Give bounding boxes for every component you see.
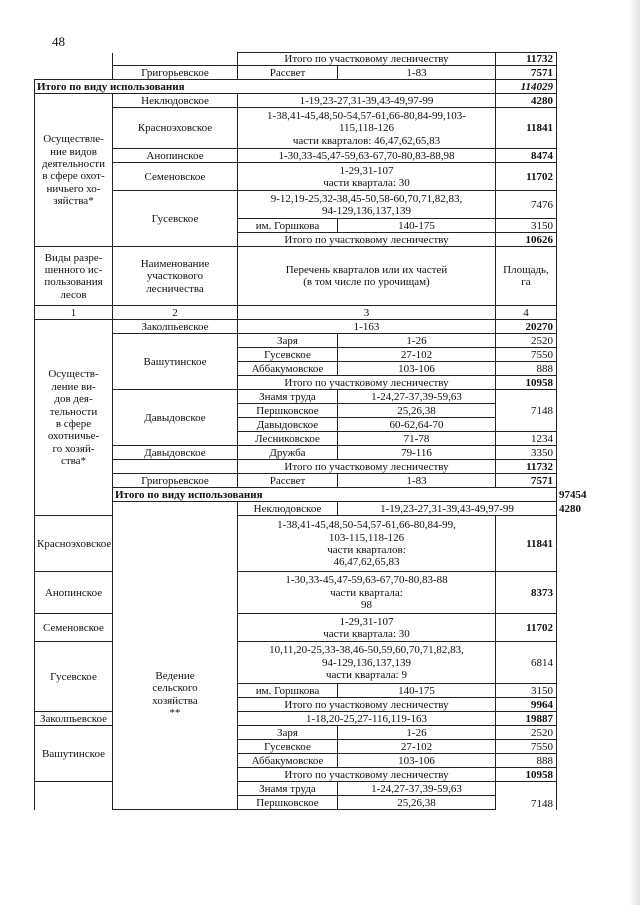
area-value: 7550 — [496, 740, 557, 754]
area-value: 10626 — [496, 233, 557, 247]
quarters: 1-24,27-37,39-59,63 — [338, 390, 496, 404]
area-value: 2520 — [496, 726, 557, 740]
tract-name: Рассвет — [238, 474, 338, 488]
tract-name: Заря — [238, 726, 338, 740]
quarters: 98 — [361, 599, 372, 612]
quarters: 27-102 — [338, 348, 496, 362]
area-value: 1234 — [496, 432, 557, 446]
area-value: 10958 — [496, 376, 557, 390]
quarters: 9-12,19-25,32-38,45-50,58-60,70,71,82,83, 94-129,136,137,139 — [238, 191, 496, 219]
district-name: Гусевское — [35, 642, 113, 712]
tract-name: Заря — [238, 334, 338, 348]
quarters: 27-102 — [338, 740, 496, 754]
header-district: Наименование участкового лесничества — [113, 247, 238, 306]
quarters: 10,11,20-25,33-38,46-50,59,60,70,71,82,83, 94-129,136,137,139 — [269, 644, 464, 669]
quarters: 1-38,41-45,48,50-54,57-61,66-80,84-99, 103-115,118-126 — [277, 519, 456, 544]
quarters: 1-26 — [338, 726, 496, 740]
quarters: 79-116 — [338, 446, 496, 460]
area-value: 8373 — [496, 572, 557, 614]
itogo-uch-label: Итого по участковому лесничеству — [238, 768, 496, 782]
page-edge-shadow — [628, 0, 640, 905]
tract-name: им. Горшкова — [238, 684, 338, 698]
tract-name: Знамя труда — [238, 782, 338, 796]
quarters: 46,47,62,65,83 — [333, 556, 400, 569]
forest-use-table: Итого по участковому лесничеству 11732 Григорьевское Рассвет 1-83 7571 Итого по виду использования 114029 Осуществле- ние видов деятельности в сфере охот- ничьего хо- зяйства* Неклюдовское 1-19,23-27,31-39,43-49,97-99 4280 Красноэховское 1-38,41-45,48,50-54,57-61,66-80,84-99,103- 115,118-126 части кварталов: 46,47,62,65,83 11841 Анопинское 1-30,33-45,47-59,63-67,70-80,83-88,98 8474 Семеновское 1-29,31-107 части квартала: 30 11702 Гусевское 9-12,19-25,32-38,45-50,58-60,70,71,82,83, 94-129,136,137,139 7476 им. Горшкова 140-175 3150 Итого по участковому лесничеству 10626 Виды разре- шенного ис- пользования лесов Наименование участкового лесничества Перечень кварталов или их частей (в том числе по урочищам) Площадь, га 1 2 3 4 Осуществ- ление ви- дов дея- тельности в сфере охотничье- го хозяй- ства* Заколпьевское 1-163 20270 Вашутинское Заря 1-26 2520 Гусевское 27-102 7550 Аббакумовское 103-106 888 Итого по участковому лесничеству 10958 Давыдовское Знамя труда 1-24,27-37,39-59,63 7148 Першковское 25,26,38 Давыдовское 60-62,64-70 Лесниковское 71-78 1234 Давыдовское Дружба 79-116 3350 Итого по участковому лесничеству 11732 Григорьевское Рассвет 1-83 7571 Итого по виду использования 97454 Ведение сельского хозяйства ** Неклюдовское 1-19,23-27,31-39,43-49,97-99 4280 Красноэховское 1-38,41-45,48,50-54,57-61,66-80,84-99, 103-115,118-126 части кварталов: 46,47,62,65,83 11841 Анопинское 1-30,33-45,47-59,63-67,70-80,83-88 части квартала: 98 8373 Семеновское 1-29,31-107 части квартала: 30 11702 Гусевское 10,11,20-25,33-38,46-50,59,60,70,71,82,83, 94-129,136,137,139 части квартала: 9 6814 им. Горшкова 140-175 3150 Итого по участковому лесничеству 9964 Заколпьевское 1-18,20-25,27-116,119-163 19887 Вашутинское Заря 1-26 2520 Гусевское 27-102 7550 Аббакумовское 103-106 888 Итого по участковому лесничеству 10958 Знамя труда 1-24,27-37,39-59,63 7148 Першковское 25,26,38 — [34, 52, 557, 810]
area-value: 19887 — [496, 712, 557, 726]
quarters: 103-106 — [338, 362, 496, 376]
quarters: 60-62,64-70 — [338, 418, 496, 432]
tract-name: Першковское — [238, 404, 338, 418]
area-value: 114029 — [496, 80, 557, 94]
district-name: Давыдовское — [113, 446, 238, 460]
area-value: 7476 — [496, 191, 557, 219]
area-value: 11732 — [496, 53, 557, 66]
district-name: Гусевское — [113, 191, 238, 247]
quarters: 140-175 — [338, 684, 496, 698]
itogo-uch-label: Итого по участковому лесничеству — [238, 376, 496, 390]
district-name: Вашутинское — [35, 726, 113, 782]
itogo-vid-label: Итого по виду использования — [35, 80, 496, 94]
quarters-block — [238, 642, 496, 684]
quarters: части квартала: 9 — [326, 669, 407, 682]
area-value: 7550 — [496, 348, 557, 362]
area-value: 888 — [496, 754, 557, 768]
area-value: 6814 — [496, 642, 557, 684]
district-name: Анопинское — [35, 572, 113, 614]
quarters: 1-83 — [338, 474, 496, 488]
header-activity: Виды разре- шенного ис- пользования лесов — [35, 247, 113, 306]
tract-name: Аббакумовское — [238, 362, 338, 376]
district-cell-empty — [35, 782, 113, 810]
district-name: Заколпьевское — [35, 712, 113, 726]
district-name: Неклюдовское — [238, 502, 338, 516]
area-value: 20270 — [496, 320, 557, 334]
header-quarters: Перечень кварталов или их частей (в том числе по урочищам) — [238, 247, 496, 306]
tract-name: Давыдовское — [238, 418, 338, 432]
quarters: 103-106 — [338, 754, 496, 768]
district-cell-empty — [113, 460, 238, 474]
header-number: 4 — [496, 306, 557, 320]
quarters: 1-29,31-107 части квартала: 30 — [238, 163, 496, 191]
tract-name: Першковское — [238, 796, 338, 810]
tract-name: Знамя труда — [238, 390, 338, 404]
page-number: 48 — [52, 34, 65, 49]
quarters-block — [238, 572, 496, 614]
quarters: 1-19,23-27,31-39,43-49,97-99 — [338, 502, 557, 516]
district-name: Григорьевское — [113, 474, 238, 488]
quarters: 1-18,20-25,27-116,119-163 — [238, 712, 496, 726]
district-name: Вашутинское — [113, 334, 238, 390]
itogo-uch-label: Итого по участковому лесничеству — [238, 698, 496, 712]
area-value: 3350 — [496, 446, 557, 460]
area-value: 11702 — [496, 163, 557, 191]
district-name: Григорьевское — [113, 66, 238, 80]
area-value: 7571 — [496, 66, 557, 80]
quarters: 1-19,23-27,31-39,43-49,97-99 — [238, 94, 496, 108]
itogo-vid-label: Итого по виду использования — [113, 488, 557, 502]
quarters: 140-175 — [338, 219, 496, 233]
area-value: 7148 — [496, 390, 557, 432]
quarters: 1-26 — [338, 334, 496, 348]
tract-name: Аббакумовское — [238, 754, 338, 768]
quarters: 1-83 — [338, 66, 496, 80]
district-name: Давыдовское — [113, 390, 238, 446]
area-value: 11732 — [496, 460, 557, 474]
quarters: 1-163 — [238, 320, 496, 334]
district-name: Анопинское — [113, 149, 238, 163]
area-value: 11841 — [496, 108, 557, 149]
quarters: 25,26,38 — [338, 796, 496, 810]
area-value: 10958 — [496, 768, 557, 782]
area-value: 11702 — [496, 614, 557, 642]
tract-name: Гусевское — [238, 348, 338, 362]
quarters: 1-29,31-107 — [339, 615, 394, 628]
tract-name: Дружба — [238, 446, 338, 460]
area-value: 8474 — [496, 149, 557, 163]
itogo-uch-label: Итого по участковому лесничеству — [238, 460, 496, 474]
itogo-uch-label: Итого по участковому лесничеству — [238, 53, 496, 66]
itogo-uch-label: Итого по участковому лесничеству — [238, 233, 496, 247]
district-name: Неклюдовское — [113, 94, 238, 108]
activity-type: Осуществле- ние видов деятельности в сфере охот- ничьего хо- зяйства* — [35, 94, 113, 247]
activity-cell-empty — [35, 53, 113, 80]
activity-type: Осуществ- ление ви- дов дея- тельности в сфере охотничье- го хозяй- ства* — [35, 320, 113, 516]
area-value: 3150 — [496, 684, 557, 698]
quarters-parts-label: части кварталов: — [327, 543, 406, 556]
header-number: 2 — [113, 306, 238, 320]
quarters: 1-30,33-45,47-59,63-67,70-80,83-88,98 — [238, 149, 496, 163]
area-value: 4280 — [496, 94, 557, 108]
quarters-block — [238, 614, 496, 642]
area-value: 7148 — [496, 782, 557, 810]
tract-name: Гусевское — [238, 740, 338, 754]
tract-name: Рассвет — [238, 66, 338, 80]
header-number: 1 — [35, 306, 113, 320]
quarters: 1-38,41-45,48,50-54,57-61,66-80,84-99,103- 115,118-126 части кварталов: 46,47,62,65,83 — [238, 108, 496, 149]
district-name: Красноэховское — [35, 516, 113, 572]
area-value: 3150 — [496, 219, 557, 233]
header-number: 3 — [238, 306, 496, 320]
area-value: 2520 — [496, 334, 557, 348]
quarters: 25,26,38 — [338, 404, 496, 418]
header-area: Площадь, га — [496, 247, 557, 306]
quarters: части квартала: 30 — [323, 627, 410, 640]
quarters-block — [238, 516, 496, 572]
district-cell-empty — [113, 53, 238, 66]
district-name: Семеновское — [35, 614, 113, 642]
tract-name: Лесниковское — [238, 432, 338, 446]
district-name: Семеновское — [113, 163, 238, 191]
district-name: Заколпьевское — [113, 320, 238, 334]
activity-type: Ведение сельского хозяйства ** — [113, 502, 238, 810]
quarters: 1-24,27-37,39-59,63 — [338, 782, 496, 796]
quarters: 71-78 — [338, 432, 496, 446]
district-name: Красноэховское — [113, 108, 238, 149]
quarters-parts-label: части квартала: — [330, 586, 403, 599]
quarters: 1-30,33-45,47-59,63-67,70-80,83-88 — [285, 574, 448, 587]
area-value: 7571 — [496, 474, 557, 488]
area-value: 888 — [496, 362, 557, 376]
area-value: 9964 — [496, 698, 557, 712]
area-value: 11841 — [496, 516, 557, 572]
tract-name: им. Горшкова — [238, 219, 338, 233]
